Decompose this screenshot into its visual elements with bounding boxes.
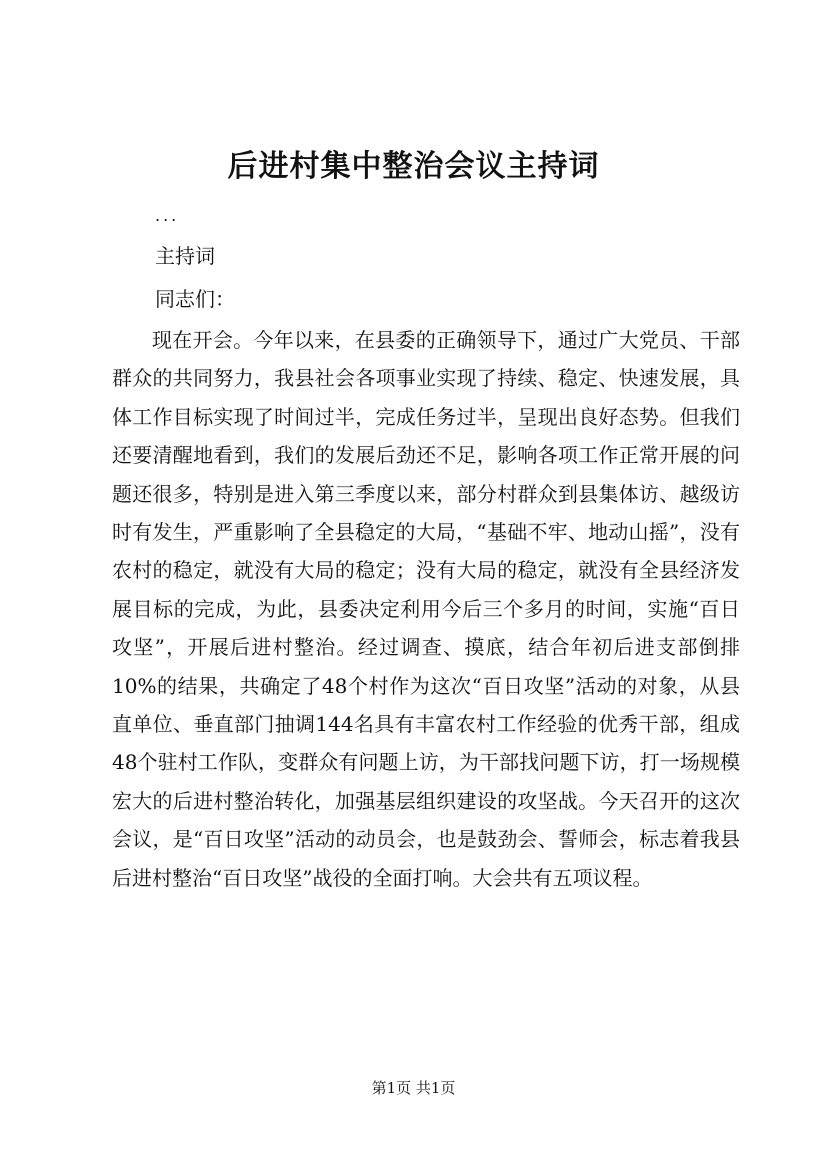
document-title: 后进村集中整治会议主持词	[227, 149, 600, 184]
salutation: 同志们：	[155, 287, 235, 311]
ellipsis-marker: ...	[155, 206, 180, 225]
page-footer: 第1页 共1页	[371, 1079, 456, 1097]
body-paragraph: 现在开会。今年以来，在县委的正确领导下，通过广大党员、干部群众的共同努力，我县社会各项事业实现了持续、稳定、快速发展，具体工作目标实现了时间过半，完成任务过半，呈现出良好态势。但我们还要清醒地看到，我们的发展后劲还不足，影响各项工作正常开展的问题还很多，特别是进入第三季度以来，部分村群众到县集体访、越级访时有发生，严重影响了全县稳定的大局，“基础不牢、地动山摇”，没有农村的稳定，就没有大局的稳定；没有大局的稳定，就没有全县经济发展目标的完成，为此，县委决定利用今后三个多月的时间，实施“百日攻坚”，开展后进村整治。经过调查、摸底，结合年初后进支部倒排10%的结果，共确定了48个村作为这次“百日攻坚”活动的对象，从县直单位、垂直部门抽调144名具有丰富农村工作经验的优秀干部，组成48个驻村工作队，变群众有问题上访，为干部找问题下访，打一场规模宏大的后进村整治转化，加强基层组织建设的攻坚战。今天召开的这次会议，是“百日攻坚”活动的动员会，也是鼓劲会、誓师会，标志着我县后进村整治“百日攻坚”战役的全面打响。大会共有五项议程。	[112, 328, 740, 890]
section-heading: 主持词	[155, 244, 215, 268]
